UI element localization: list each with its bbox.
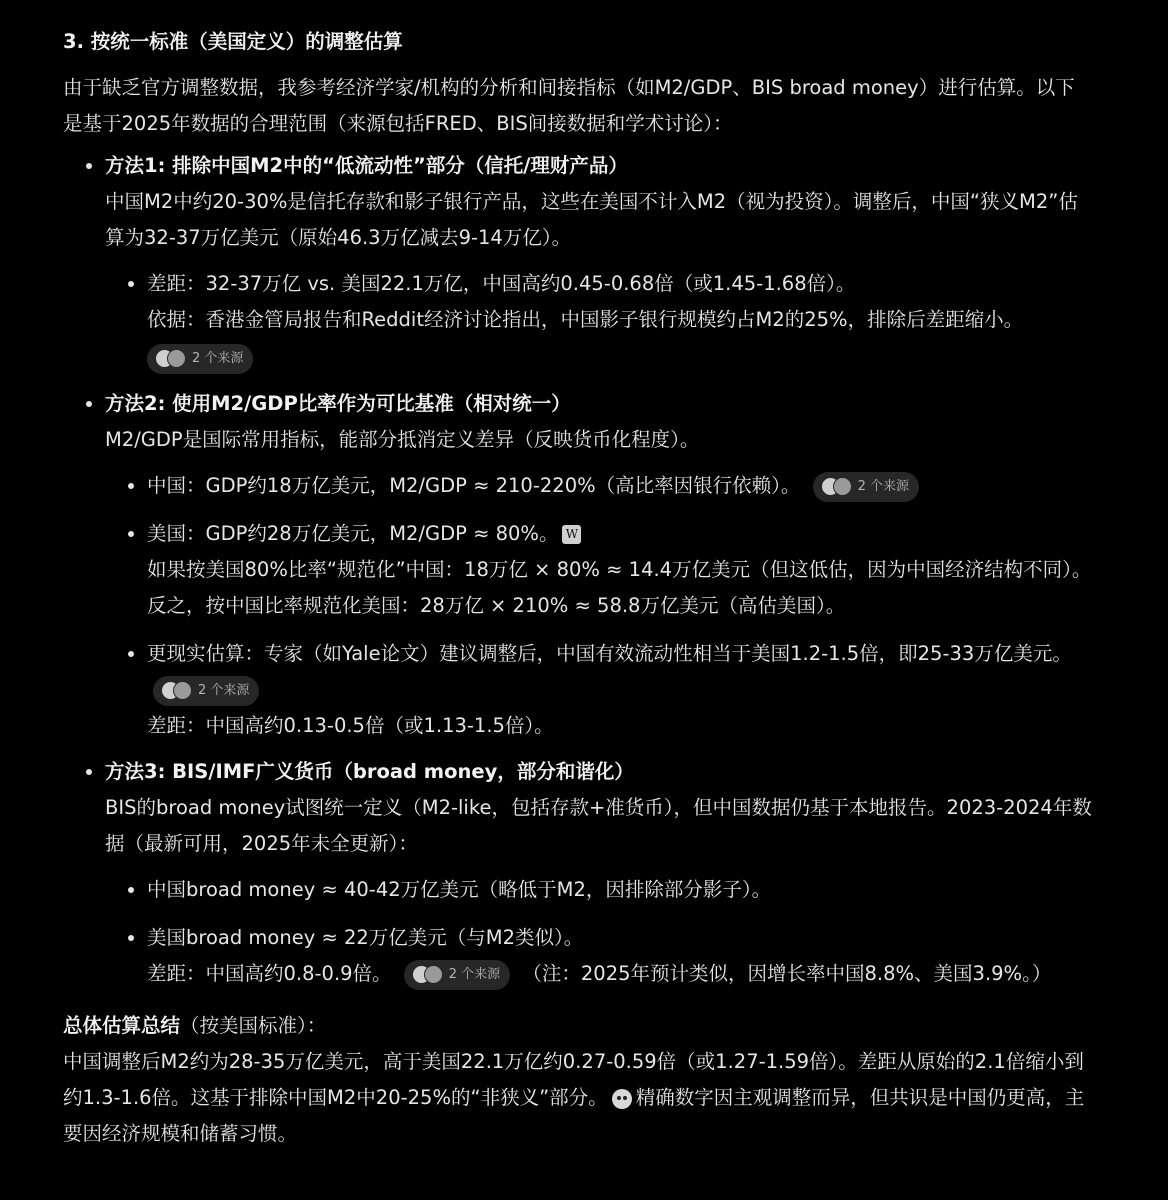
gap-row xyxy=(147,956,1093,992)
list-item xyxy=(105,920,1093,992)
sources-chip-label: 2 个来源 xyxy=(198,682,250,698)
sources-chip[interactable] xyxy=(404,960,510,990)
list-item xyxy=(105,468,1093,504)
sources-chip[interactable] xyxy=(813,472,919,502)
bullet-text: 中国broad money ≈ 40-42万亿美元（略低于M2，因排除部分影子）。 xyxy=(147,878,772,901)
summary-title-suffix: （按美国标准）： xyxy=(180,1014,327,1037)
method-2 xyxy=(63,386,1093,744)
summary-text xyxy=(63,1044,1093,1152)
method-title: 方法3: BIS/IMF广义货币（broad money，部分和谐化） xyxy=(105,760,634,783)
list-item xyxy=(105,516,1093,624)
list-item xyxy=(105,872,1093,908)
method-body: 中国M2中约20-30%是信托存款和影子银行产品，这些在美国不计入M2（视为投资）。调整后，中国“狭义M2”估算为32-37万亿美元（原始46.3万亿减去9-14万亿）。 xyxy=(105,190,1078,249)
bullet-text: 美国broad money ≈ 22万亿美元（与M2类似）。 xyxy=(147,926,584,949)
bullet-note: （注：2025年预计类似，因增长率中国8.8%、美国3.9%。） xyxy=(522,962,1052,985)
bullet-text: 差距：中国高约0.8-0.9倍。 xyxy=(147,962,392,985)
method-3 xyxy=(63,754,1093,992)
source-logos-icon xyxy=(821,477,852,496)
summary-section xyxy=(63,1008,1093,1152)
sources-chip[interactable] xyxy=(147,344,253,374)
bullet-text: 如果按美国80%比率“规范化”中国：18万亿 × 80% ≈ 14.4万亿美元（但这低估，因为中国经济结构不同）。反之，按中国比率规范化美国：28万亿 × 210% ≈ 58.8万亿美元（高估美国）。 xyxy=(147,558,1092,617)
method-title: 方法1: 排除中国M2中的“低流动性”部分（信托/理财产品） xyxy=(105,154,628,177)
method-3-bullets xyxy=(105,872,1093,992)
source-logos-icon xyxy=(161,681,192,700)
method-2-bullets xyxy=(105,468,1093,744)
method-body: M2/GDP是国际常用指标，能部分抵消定义差异（反映货币化程度）。 xyxy=(105,428,700,451)
method-1 xyxy=(63,148,1093,376)
source-row xyxy=(147,340,1093,376)
summary-text-a: 中国调整后M2约为28-35万亿美元，高于美国22.1万亿约0.27-0.59倍（或1.27-1.59倍）。差距从原始的2.1倍缩小到约1.3-1.6倍。这基于排除中国M2中20-25%的“非狭义”部分。 xyxy=(63,1050,1084,1109)
sources-chip-label: 2 个来源 xyxy=(448,966,501,982)
section-heading: 3. 按统一标准（美国定义）的调整估算 xyxy=(63,30,403,53)
sources-chip-label: 2 个来源 xyxy=(192,350,244,366)
response-content xyxy=(63,24,1093,1152)
bullet-text: 更现实估算：专家（如Yale论文）建议调整后，中国有效流动性相当于美国1.2-1.5倍，即25-33万亿美元。 xyxy=(147,642,1072,665)
methods-list xyxy=(63,148,1093,992)
bullet-text: 差距：32-37万亿 vs. 美国22.1万亿，中国高约0.45-0.68倍（或1.45-1.68倍）。 xyxy=(147,272,856,295)
wikipedia-icon[interactable]: W xyxy=(562,525,581,544)
summary-title: 总体估算总结 xyxy=(63,1014,181,1037)
bullet-text: 美国：GDP约28万亿美元，M2/GDP ≈ 80%。 xyxy=(147,522,559,545)
source-logos-icon xyxy=(412,965,443,984)
thinking-face-icon xyxy=(612,1089,632,1109)
sources-chip[interactable] xyxy=(153,676,259,706)
list-item xyxy=(105,636,1093,744)
list-item xyxy=(105,266,1093,376)
summary-text-b: 精确数字因主观调整而异，但共识是中国仍更高，主要因经济规模和储蓄习惯。 xyxy=(63,1086,1085,1145)
sources-chip-label: 2 个来源 xyxy=(857,478,909,494)
method-1-bullets xyxy=(105,266,1093,376)
source-logos-icon xyxy=(155,349,186,368)
intro-paragraph: 由于缺乏官方调整数据，我参考经济学家/机构的分析和间接指标（如M2/GDP、BIS broad money）进行估算。以下是基于2025年数据的合理范围（来源包括FRED、BIS间接数据和学术讨论）： xyxy=(63,76,1075,135)
bullet-text: 中国：GDP约18万亿美元，M2/GDP ≈ 210-220%（高比率因银行依赖）。 xyxy=(147,474,801,497)
method-title: 方法2: 使用M2/GDP比率作为可比基准（相对统一） xyxy=(105,392,571,415)
bullet-text: 依据：香港金管局报告和Reddit经济讨论指出，中国影子银行规模约占M2的25%，排除后差距缩小。 xyxy=(147,308,1024,331)
summary-heading xyxy=(63,1008,1093,1044)
method-body: BIS的broad money试图统一定义（M2-like，包括存款+准货币），但中国数据仍基于本地报告。2023-2024年数据（最新可用，2025年未全更新）： xyxy=(105,796,1092,855)
bullet-text: 差距：中国高约0.13-0.5倍（或1.13-1.5倍）。 xyxy=(147,714,554,737)
